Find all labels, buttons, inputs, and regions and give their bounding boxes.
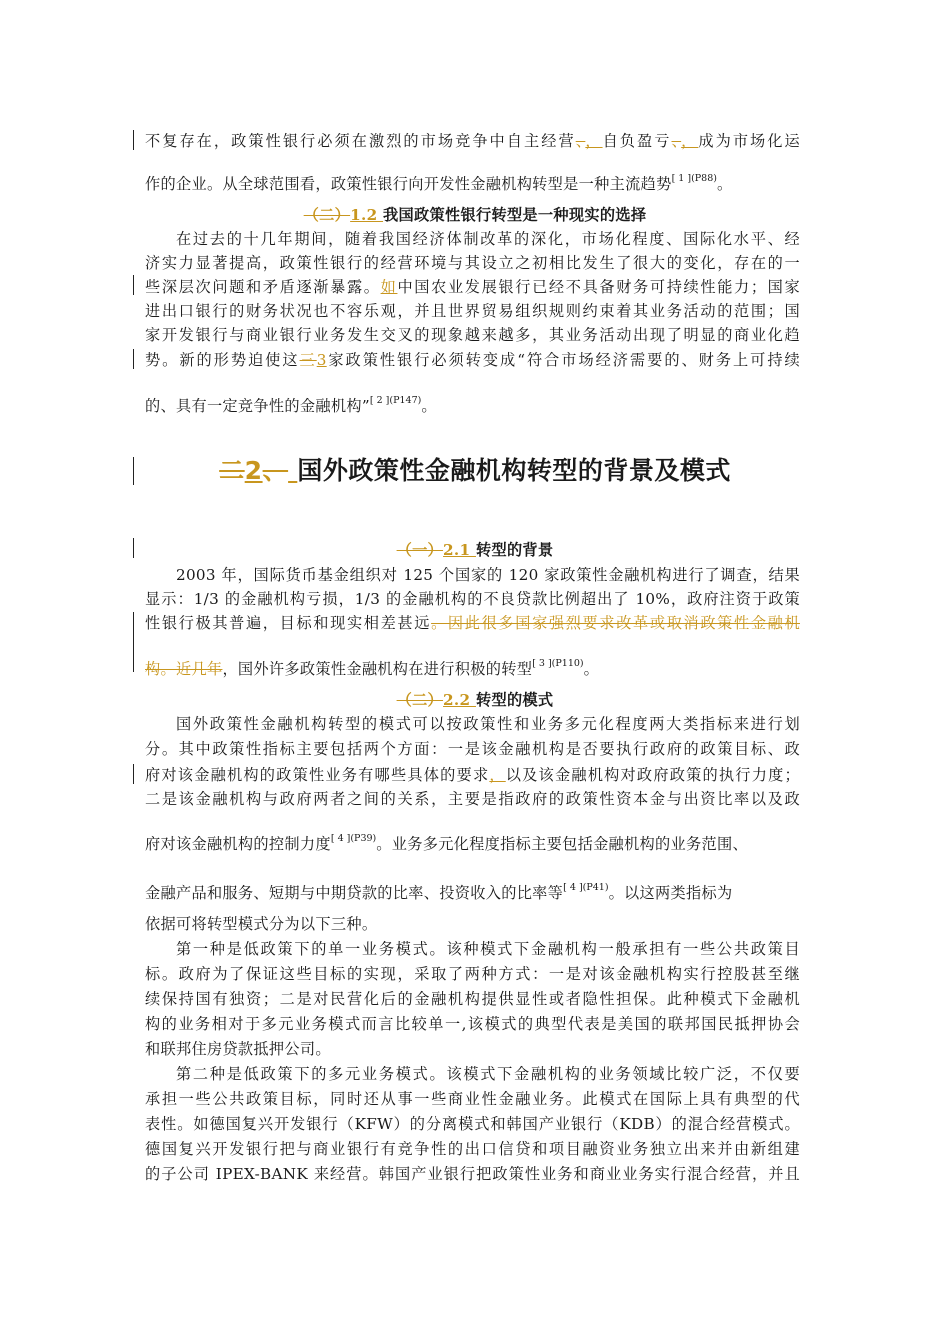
paragraph-line: 德国复兴开发银行把与商业银行有竞争性的出口信贷和项目融资业务独立出来并由新组建 [145, 1140, 800, 1158]
paragraph-line: 显示：1/3 的金融机构亏损，1/3 的金融机构的不良贷款比例超出了 10%，政府注资于政策 [145, 590, 800, 608]
citation-ref: [ 4 ](P39) [330, 833, 377, 844]
inserted-text: ， [585, 132, 603, 150]
paragraph-line: 家开发银行与商业银行业务发生交叉的现象越来越多，其业务活动出现了明显的商业化趋 [145, 326, 800, 344]
paragraph-line: 府对该金融机构的政策性业务有哪些具体的要求，以及该金融机构对政府政策的执行力度； [145, 766, 800, 784]
paragraph-line: 构。近几年，国外许多政策性金融机构在进行积极的转型$^{[ 3 ](P110)}$。 [145, 658, 600, 678]
deleted-text: 。因此很多国家强烈要求改革或取消政策性金融机 [431, 614, 800, 632]
change-bar [133, 764, 134, 784]
deleted-text: （二） [396, 691, 444, 709]
paragraph-line: 势。新的形势迫使这三3家政策性银行必须转变成“符合市场经济需要的、财务上可持续 [145, 351, 800, 369]
deleted-text: （一） [396, 541, 444, 559]
paragraph-line: 进出口银行的财务状况也不容乐观，并且世界贸易组织规则约束着其业务活动的范围；国 [145, 302, 800, 320]
deleted-text: 三 [299, 351, 317, 369]
citation-ref: [ 3 ](P110) [532, 658, 584, 669]
deleted-text: （二） [303, 206, 351, 224]
paragraph-line: 国外政策性金融机构转型的模式可以按政策性和业务多元化程度两大类指标来进行划 [176, 715, 800, 733]
paragraph-line: 续保持国有独资；二是对民营化后的金融机构提供显性或者隐性担保。此种模式下金融机 [145, 990, 800, 1008]
paragraph-line: 府对该金融机构的控制力度$^{[ 4 ](P39)}$。业务多元化程度指标主要包括金融机构的业务范围、 [145, 833, 748, 853]
paragraph-line: 承担一些公共政策目标，同时还从事一些商业性金融业务。此模式在国际上具有典型的代 [145, 1090, 800, 1108]
paragraph-line: 表性。如德国复兴开发银行（KFW）的分离模式和韩国产业银行（KDB）的混合经营模式。 [145, 1115, 800, 1133]
paragraph-line: 第一种是低政策下的单一业务模式。该种模式下金融机构一般承担有一些公共政策目 [176, 940, 800, 958]
paragraph-line: 和联邦住房贷款抵押公司。 [145, 1040, 331, 1058]
section-heading-2: 二2、 国外政策性金融机构转型的背景及模式 [219, 456, 731, 485]
deleted-text: 构。近几年 [145, 660, 223, 678]
change-bar [133, 130, 134, 150]
paragraph-line: 依据可将转型模式分为以下三种。 [145, 915, 378, 933]
inserted-text: ， [681, 132, 699, 150]
inserted-text: ， [489, 766, 506, 784]
paragraph-line: 些深层次问题和矛盾逐渐暴露。如中国农业发展银行已经不具备财务可持续性能力；国家 [145, 278, 801, 296]
citation-ref: [ 1 ](P88) [671, 173, 717, 184]
paragraph-line: 二是该金融机构与政府两者之间的关系，主要是指政府的政策性资本金与出资比率以及政 [145, 790, 800, 808]
change-bar [133, 612, 134, 672]
paragraph-line: 济实力显著提高，政策性银行的经营环境与其设立之初相比发生了很大的变化，存在的一 [145, 254, 800, 272]
inserted-text: 如 [380, 278, 398, 296]
citation-ref: [ 2 ](P147) [369, 395, 422, 406]
change-bar [133, 275, 134, 295]
section-heading-2-1: （一）2.1 转型的背景 [396, 541, 554, 559]
section-heading-2-2: （二）2.2 转型的模式 [396, 691, 554, 709]
change-bar [133, 349, 134, 369]
inserted-text: 2.1 [443, 541, 476, 559]
deleted-text: 、 [575, 132, 586, 150]
paragraph-line: 不复存在，政策性银行必须在激烈的市场竞争中自主经营、，自负盈亏、，成为市场化运 [145, 132, 801, 150]
paragraph-line: 的、具有一定竞争性的金融机构”$^{[ 2 ](P147)}$。 [145, 395, 437, 415]
deleted-text: 、 [262, 456, 289, 485]
deleted-text: 、 [671, 132, 682, 150]
inserted-text: 3 [316, 351, 327, 369]
paragraph-line: 在过去的十几年期间，随着我国经济体制改革的深化，市场化程度、国际化水平、经 [176, 230, 800, 248]
paragraph-line: 的子公司 IPEX-BANK 来经营。韩国产业银行把政策性业务和商业业务实行混合经营，并且 [145, 1165, 800, 1183]
paragraph-line: 分。其中政策性指标主要包括两个方面：一是该金融机构是否要执行政府的政策目标、政 [145, 740, 800, 758]
inserted-text: 2.2 [443, 691, 476, 709]
citation-ref: [ 4 ](P41) [563, 882, 609, 893]
paragraph-line: 第二种是低政策下的多元业务模式。该模式下金融机构的业务领域比较广泛，不仅要 [176, 1065, 800, 1083]
paragraph-line: 标。政府为了保证这些目标的实现，采取了两种方式：一是对该金融机构实行控股甚至继 [145, 965, 800, 983]
paragraph-line: 金融产品和服务、短期与中期贷款的比率、投资收入的比率等$^{[ 4 ](P41)}$。以这两类指标为 [145, 882, 733, 902]
section-heading-1-2: （二）1.2 我国政策性银行转型是一种现实的选择 [303, 206, 647, 224]
paragraph-line: 2003 年，国际货币基金组织对 125 个国家的 120 家政策性金融机构进行了调查，结果 [176, 566, 800, 584]
paragraph-line: 作的企业。从全球范围看，政策性银行向开发性金融机构转型是一种主流趋势$^{[ 1 ](P88)}$。 [145, 173, 733, 193]
paragraph-line: 性银行极其普遍，目标和现实相差甚远。因此很多国家强烈要求改革或取消政策性金融机 [145, 614, 800, 632]
deleted-text: 二 [219, 456, 245, 485]
inserted-text: 2 [244, 456, 263, 485]
paragraph-line: 构的业务相对于多元业务模式而言比较单一,该模式的典型代表是美国的联邦国民抵押协会 [145, 1015, 800, 1033]
inserted-text: 1.2 [350, 206, 384, 224]
